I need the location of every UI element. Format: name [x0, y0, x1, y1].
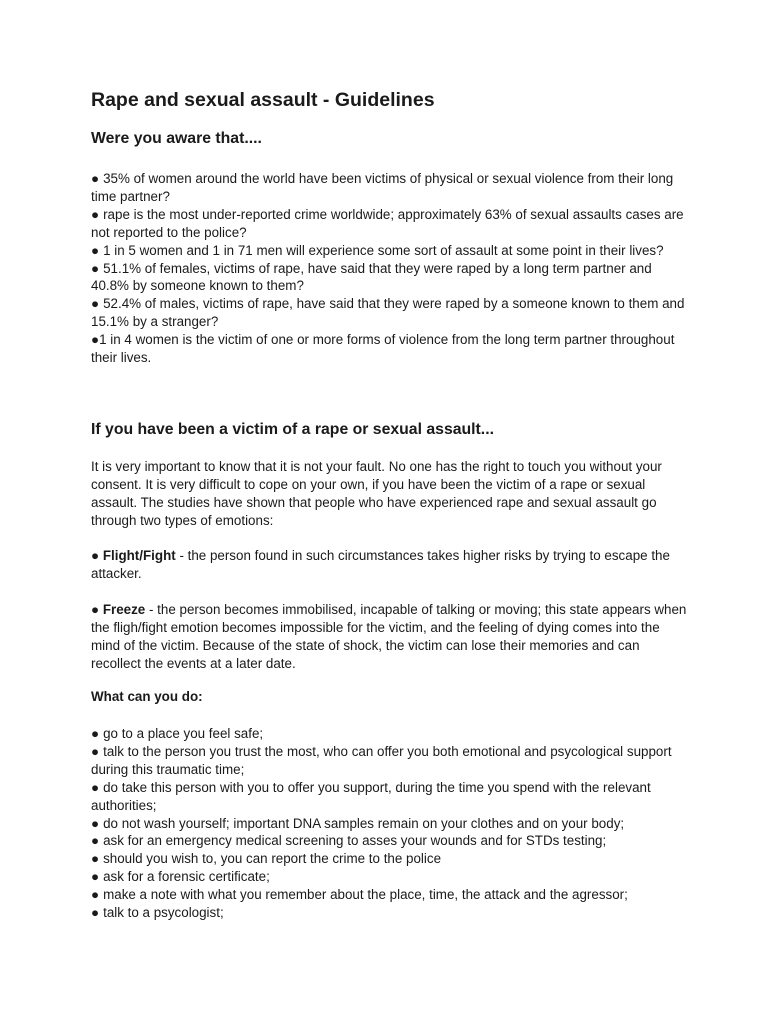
emotion-term: Flight/Fight [102, 548, 176, 563]
list-item: ● ask for an emergency medical screening to asses your wounds and for STDs testing; [91, 833, 607, 849]
list-item: ● should you wish to, you can report the crime to the police [91, 851, 442, 867]
bullet-icon: ● [91, 869, 100, 885]
bullet-icon: ● [91, 171, 100, 186]
bullet-icon: ● [91, 815, 100, 831]
bullet-icon: ● [91, 602, 100, 617]
list-item: ● rape is the most under-reported crime worldwide; approximately 63% of sexual assaults cases are not reported to the police? [91, 206, 684, 240]
bullet-icon: ● [91, 887, 100, 903]
list-item: ● do take this person with you to offer you support, during the time you spend with the relevant authorities; [91, 779, 651, 813]
bullet-icon: ● [91, 779, 100, 795]
flight-fight-paragraph [91, 547, 691, 583]
list-item: ● 52.4% of males, victims of rape, have said that they were raped by a someone known to them and 15.1% by a stranger? [91, 296, 685, 330]
list-item: ●1 in 4 women is the victim of one or more forms of violence from the long term partner throughout their lives. [91, 332, 675, 366]
list-item: ● 35% of women around the world have been victims of physical or sexual violence from their long time partner? [91, 171, 674, 204]
actions-heading: What can you do: [91, 689, 203, 704]
bullet-icon: ● [91, 726, 100, 741]
list-item: ● go to a place you feel safe; [91, 726, 264, 741]
bullet-icon: ● [91, 296, 100, 312]
bullet-icon: ● [91, 851, 100, 867]
bullet-icon: ● [91, 206, 100, 222]
list-item: ● do not wash yourself; important DNA samples remain on your clothes and on your body; [91, 815, 625, 831]
emotion-description: - the person found in such circumstances takes higher risks by trying to escape the attacker. [91, 548, 670, 581]
intro-paragraph: It is very important to know that it is not your fault. No one has the right to touch you without your consent. It is very difficult to cope on your own, if you have been the victim of a rape or sexual assault. The studies have shown that people who have experienced rape and sexual assault go through two types of emotions: [91, 459, 662, 528]
actions-list [91, 725, 691, 922]
bullet-icon: ● [91, 260, 100, 276]
list-item: ● make a note with what you remember about the place, time, the attack and the agressor; [91, 887, 628, 903]
victim-heading: If you have been a victim of a rape or sexual assault... [91, 421, 494, 438]
bullet-icon: ● [91, 242, 100, 258]
aware-heading: Were you aware that.... [91, 130, 262, 147]
bullet-icon: ● [91, 743, 100, 759]
statistics-list [91, 170, 691, 367]
freeze-paragraph [91, 601, 691, 673]
list-item: ● talk to a psycologist; [91, 905, 224, 921]
bullet-icon: ● [91, 332, 100, 348]
emotion-term: Freeze [102, 602, 146, 617]
list-item: ● 51.1% of females, victims of rape, have said that they were raped by a long term partner and 40.8% by someone known to them? [91, 260, 652, 294]
page-title: Rape and sexual assault - Guidelines [91, 89, 435, 111]
list-item: ● ask for a forensic certificate; [91, 869, 270, 885]
emotion-description: - the person becomes immobilised, incapable of talking or moving; this state appears when the fligh/fight emotion becomes impossible for the victim, and the feeling of dying comes into the mind of the victim. Because of the state of shock, the victim can lose their memories and can recollect the events at a later date. [91, 602, 687, 671]
bullet-icon: ● [91, 905, 100, 921]
bullet-icon: ● [91, 833, 100, 849]
list-item: ● 1 in 5 women and 1 in 71 men will experience some sort of assault at some point in their lives? [91, 242, 664, 258]
list-item: ● talk to the person you trust the most, who can offer you both emotional and psycological support during this traumatic time; [91, 743, 672, 777]
victim-intro [91, 458, 691, 530]
bullet-icon: ● [91, 548, 100, 563]
